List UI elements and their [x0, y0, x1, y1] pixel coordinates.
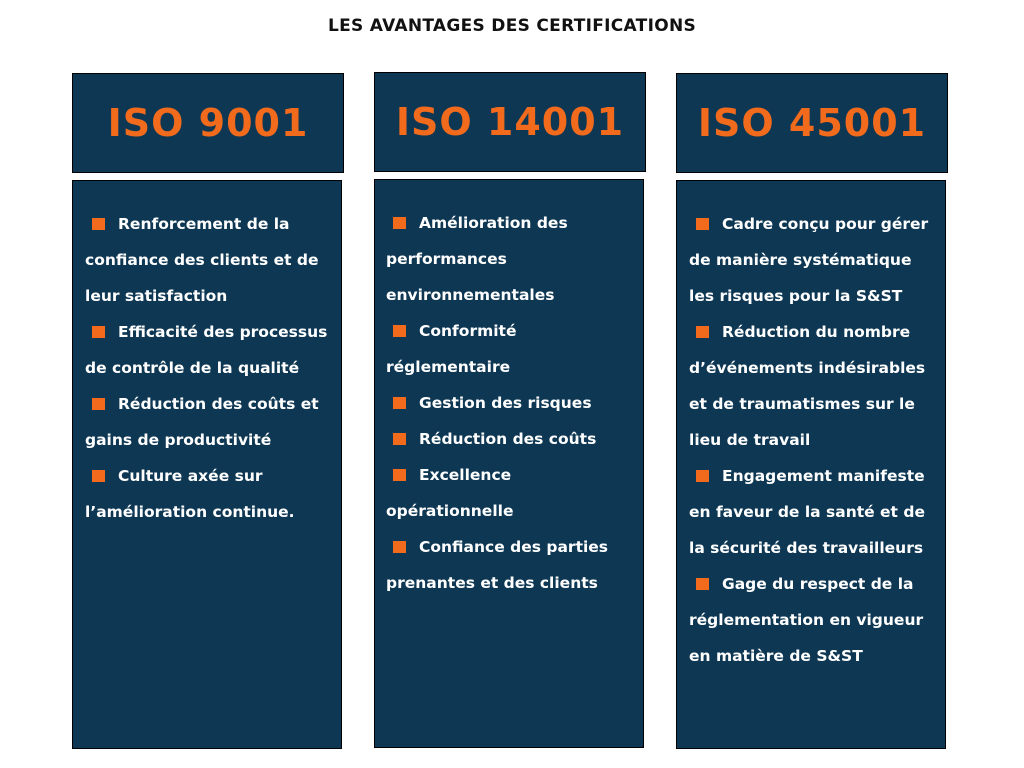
list-item [85, 395, 319, 449]
column-body [676, 180, 946, 749]
bullet-square-icon [696, 326, 709, 338]
benefit-list [689, 206, 939, 674]
bullet-square-icon [92, 470, 105, 482]
list-item [689, 575, 923, 665]
column-header [676, 73, 948, 173]
list-item [386, 430, 596, 448]
list-item [85, 323, 327, 377]
list-item-text: Efficacité des processus de contrôle de la qualité [85, 323, 328, 377]
list-item-text: Cadre conçu pour gérer de manière systématique les risques pour la S&ST [689, 215, 929, 305]
bullet-square-icon [92, 218, 105, 230]
bullet-square-icon [393, 469, 406, 481]
bullet-square-icon [393, 397, 406, 409]
bullet-square-icon [92, 398, 105, 410]
column-body [72, 180, 342, 749]
list-item-text: Réduction du nombre d’événements indésirables et de traumatismes sur le lieu de travail [689, 323, 926, 449]
bullet-square-icon [696, 470, 709, 482]
column-body [374, 179, 644, 748]
list-item-text: Renforcement de la confiance des clients et de leur satisfaction [85, 215, 319, 305]
list-item [386, 394, 592, 412]
list-item [689, 323, 925, 449]
list-item-text: Culture axée sur l’amélioration continue. [85, 467, 295, 521]
bullet-square-icon [696, 578, 709, 590]
list-item-text: Réduction des coûts [419, 430, 597, 448]
list-item [386, 466, 513, 520]
page-title: LES AVANTAGES DES CERTIFICATIONS [327, 16, 697, 36]
list-item-text: Amélioration des performances environnementales [386, 214, 568, 304]
benefit-list [85, 206, 335, 530]
benefit-list [386, 205, 637, 601]
column-title: ISO 45001 [697, 101, 927, 145]
list-item [386, 214, 568, 304]
column-header [72, 73, 344, 173]
list-item [386, 322, 516, 376]
list-item [85, 467, 295, 521]
column-title: ISO 14001 [395, 100, 625, 144]
bullet-square-icon [393, 541, 406, 553]
bullet-square-icon [393, 217, 406, 229]
list-item-text: Réduction des coûts et gains de productivité [85, 395, 319, 449]
column-header [374, 72, 646, 172]
list-item-text: Engagement manifeste en faveur de la santé et de la sécurité des travailleurs [689, 467, 925, 557]
list-item [85, 215, 319, 305]
list-item [689, 215, 928, 305]
list-item-text: Conformité réglementaire [386, 322, 517, 376]
list-item-text: Confiance des parties prenantes et des clients [386, 538, 609, 592]
list-item [386, 538, 608, 592]
list-item-text: Gestion des risques [419, 394, 592, 412]
list-item [689, 467, 925, 557]
column-title: ISO 9001 [107, 101, 309, 145]
list-item-text: Gage du respect de la réglementation en vigueur en matière de S&ST [689, 575, 924, 665]
bullet-square-icon [92, 326, 105, 338]
bullet-square-icon [393, 325, 406, 337]
bullet-square-icon [696, 218, 709, 230]
bullet-square-icon [393, 433, 406, 445]
list-item-text: Excellence opérationnelle [386, 466, 514, 520]
